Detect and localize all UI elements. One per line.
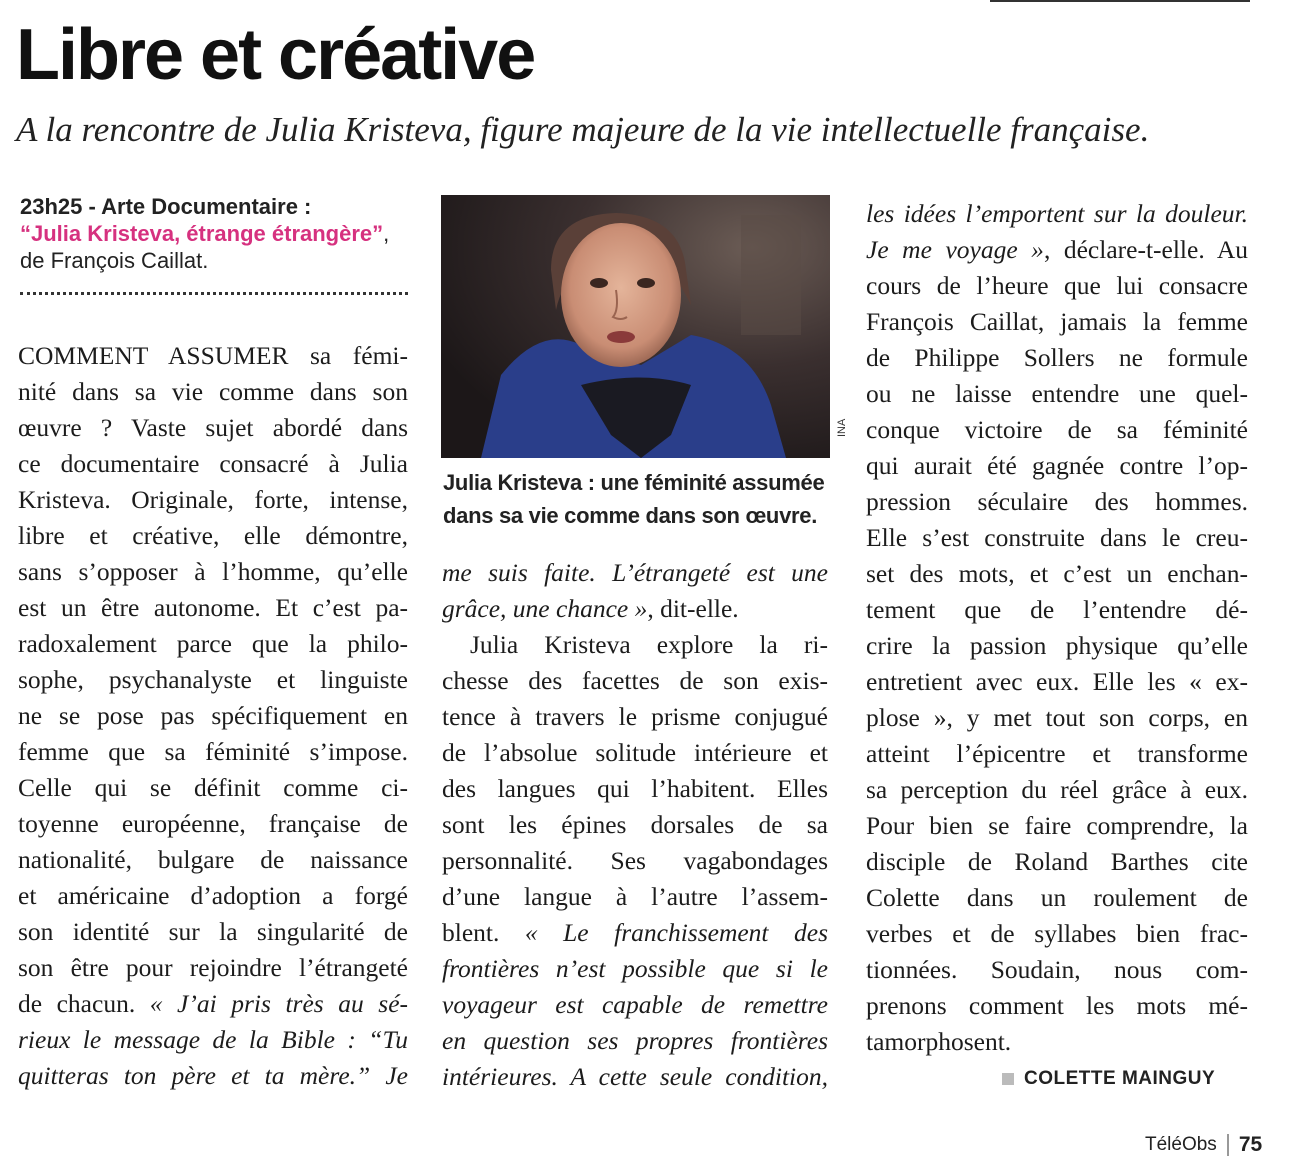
body-text: Elle s’est construite dans le creu- <box>866 523 1248 552</box>
body-text: atteint l’épicentre et transforme <box>866 739 1248 768</box>
quote-text: les idées l’emportent sur la douleur. <box>866 199 1248 228</box>
article-title: Libre et créative <box>16 15 535 95</box>
author-signature <box>1002 1068 1215 1090</box>
body-text: œuvre ? Vaste sujet abordé dans <box>18 413 408 442</box>
text-line <box>866 520 1248 556</box>
quote-text: « Le franchissement des <box>524 918 828 947</box>
text-line <box>18 770 408 806</box>
author-square-icon <box>1002 1073 1014 1085</box>
body-text: Kristeva. Originale, forte, intense, <box>18 485 408 514</box>
article-column-2 <box>442 555 828 1095</box>
body-text: tence à travers le prisme conjugué <box>442 702 828 731</box>
film-title: “Julia Kristeva, étrange étrangère” <box>20 221 384 246</box>
body-text: , déclare-t-elle. Au <box>1043 235 1248 264</box>
dotted-separator <box>20 292 408 295</box>
article-column-3 <box>866 196 1248 1060</box>
text-line <box>866 916 1248 952</box>
top-rule <box>990 0 1250 2</box>
body-text: sans s’opposer à l’homme, qu’elle <box>18 557 408 586</box>
body-text: tement que de l’entendre dé- <box>866 595 1248 624</box>
text-line <box>866 880 1248 916</box>
body-text: entretient avec eux. Elle les « ex- <box>866 667 1248 696</box>
body-text: d’une langue à l’autre l’assem- <box>442 882 828 911</box>
text-line <box>866 808 1248 844</box>
text-line <box>866 700 1248 736</box>
body-text: ou ne laisse entendre une quel- <box>866 379 1248 408</box>
text-line <box>442 951 828 987</box>
text-line <box>866 664 1248 700</box>
magazine-name: TéléObs <box>1145 1134 1217 1155</box>
text-line <box>18 626 408 662</box>
text-line <box>866 340 1248 376</box>
text-line <box>18 1022 408 1058</box>
text-line <box>442 627 828 663</box>
text-line <box>442 879 828 915</box>
text-line <box>442 771 828 807</box>
footer-separator <box>1227 1134 1229 1156</box>
body-text: COMMENT ASSUMER sa fémi- <box>18 341 408 370</box>
body-text: personnalité. Ses vagabondages <box>442 846 828 875</box>
text-line <box>866 988 1248 1024</box>
body-text: des langues qui l’habitent. Elles <box>442 774 828 803</box>
photo-credit: INA <box>836 418 848 437</box>
body-text: nité dans sa vie comme dans son <box>18 377 408 406</box>
text-line <box>18 878 408 914</box>
text-line <box>18 914 408 950</box>
text-line <box>866 232 1248 268</box>
body-text: tionnées. Soudain, nous com- <box>866 955 1248 984</box>
text-line <box>866 736 1248 772</box>
text-line <box>18 950 408 986</box>
text-line <box>442 555 828 591</box>
body-text: est un être autonome. Et c’est pa- <box>18 593 408 622</box>
body-text: blent. <box>442 918 500 947</box>
text-line <box>18 662 408 698</box>
text-line <box>866 376 1248 412</box>
page-number: 75 <box>1238 1133 1263 1156</box>
text-line <box>442 843 828 879</box>
text-line <box>866 304 1248 340</box>
body-text: prenons comment les mots mé- <box>866 991 1248 1020</box>
body-text: sa perception du réel grâce à eux. <box>866 775 1248 804</box>
quote-text: « J’ai pris très au sé- <box>149 989 408 1018</box>
body-text: son être pour rejoindre l’étrangeté <box>18 953 408 982</box>
text-line <box>442 591 828 627</box>
body-text: de Philippe Sollers ne formule <box>866 343 1248 372</box>
body-text: François Caillat, jamais la femme <box>866 307 1248 336</box>
body-text: son identité sur la singularité de <box>18 917 408 946</box>
text-line <box>442 663 828 699</box>
quote-text: Je me voyage » <box>866 235 1044 264</box>
quote-text: intérieures. A cette seule condition, <box>442 1062 828 1091</box>
text-line <box>866 448 1248 484</box>
text-line <box>866 952 1248 988</box>
body-text: qui aurait été gagnée contre l’op- <box>866 451 1248 480</box>
text-line <box>18 554 408 590</box>
body-text: plose », y met tout son corps, en <box>866 703 1248 732</box>
body-text: femme que sa féminité s’impose. <box>18 737 408 766</box>
body-text: et américaine d’adoption a forgé <box>18 881 408 910</box>
text-line <box>18 374 408 410</box>
text-line <box>18 986 408 1022</box>
text-line <box>442 735 828 771</box>
text-line <box>866 484 1248 520</box>
body-text: radoxalement parce que la philo- <box>18 629 408 658</box>
photo-caption: Julia Kristeva : une féminité assumée dans sa vie comme dans son œuvre. <box>443 470 825 528</box>
page-footer <box>1145 1133 1262 1157</box>
text-line <box>18 338 408 374</box>
body-text: crire la passion physique qu’elle <box>866 631 1248 660</box>
quote-text: en question ses propres frontières <box>442 1026 828 1055</box>
text-line <box>18 482 408 518</box>
body-text: toyenne européenne, française de <box>18 809 408 838</box>
body-text: tamorphosent. <box>866 1027 1012 1056</box>
article-column-1 <box>18 338 408 1094</box>
body-text: verbes et de syllabes bien frac- <box>866 919 1248 948</box>
text-line <box>866 268 1248 304</box>
text-line <box>442 1023 828 1059</box>
body-text: pression séculaire des hommes. <box>866 487 1248 516</box>
text-line <box>442 1059 828 1095</box>
text-line <box>18 410 408 446</box>
quote-text: quitteras ton père et ta mère.” Je <box>18 1061 408 1090</box>
article-subtitle: A la rencontre de Julia Kristeva, figure majeure de la vie intellectuelle française. <box>16 110 1150 149</box>
body-text: de chacun. <box>18 989 136 1018</box>
text-line <box>866 772 1248 808</box>
quote-text: grâce, une chance » <box>442 594 648 623</box>
body-text: cours de l’heure que lui consacre <box>866 271 1248 300</box>
body-text: Pour bien se faire comprendre, la <box>866 811 1248 840</box>
quote-text: voyageur est capable de remettre <box>442 990 828 1019</box>
body-text: Celle qui se définit comme ci- <box>18 773 408 802</box>
text-line <box>866 844 1248 880</box>
portrait-photo <box>441 195 830 458</box>
body-text: Colette dans un roulement de <box>866 883 1248 912</box>
body-text: , dit-elle. <box>647 594 739 623</box>
text-line <box>866 196 1248 232</box>
text-line <box>442 699 828 735</box>
body-text: ne se pose pas spécifiquement en <box>18 701 408 730</box>
body-text: Julia Kristeva explore la ri- <box>470 630 828 659</box>
text-line <box>442 807 828 843</box>
text-line <box>442 987 828 1023</box>
text-line <box>866 628 1248 664</box>
body-text: ce documentaire consacré à Julia <box>18 449 408 478</box>
body-text: set des mots, et c’est un enchan- <box>866 559 1248 588</box>
body-text: sophe, psychanalyste et linguiste <box>18 665 408 694</box>
text-line <box>866 412 1248 448</box>
body-text: nationalité, bulgare de naissance <box>18 845 408 874</box>
body-text: de l’absolue solitude intérieure et <box>442 738 828 767</box>
body-text: sont les épines dorsales de sa <box>442 810 828 839</box>
text-line <box>18 1058 408 1094</box>
body-text: libre et créative, elle démontre, <box>18 521 408 550</box>
author-name: COLETTE MAINGUY <box>1024 1068 1216 1089</box>
body-text: disciple de Roland Barthes cite <box>866 847 1248 876</box>
body-text: conque victoire de sa féminité <box>866 415 1248 444</box>
text-line <box>442 915 828 951</box>
quote-text: frontières n’est possible que si le <box>442 954 828 983</box>
text-line <box>18 446 408 482</box>
text-line <box>866 592 1248 628</box>
text-line <box>866 556 1248 592</box>
text-line <box>18 590 408 626</box>
body-text: chesse des facettes de son exis- <box>442 666 828 695</box>
film-director: , de François Caillat. <box>20 221 390 273</box>
text-line <box>18 842 408 878</box>
text-line <box>18 698 408 734</box>
quote-text: rieux le message de la Bible : “Tu <box>18 1025 408 1054</box>
text-line <box>18 734 408 770</box>
program-info <box>20 193 410 274</box>
program-slot: 23h25 - Arte Documentaire : <box>20 194 312 219</box>
text-line <box>18 518 408 554</box>
quote-text: me suis faite. L’étrangeté est une <box>442 558 828 587</box>
portrait-illustration <box>441 195 830 458</box>
text-line <box>18 806 408 842</box>
text-line <box>866 1024 1248 1060</box>
